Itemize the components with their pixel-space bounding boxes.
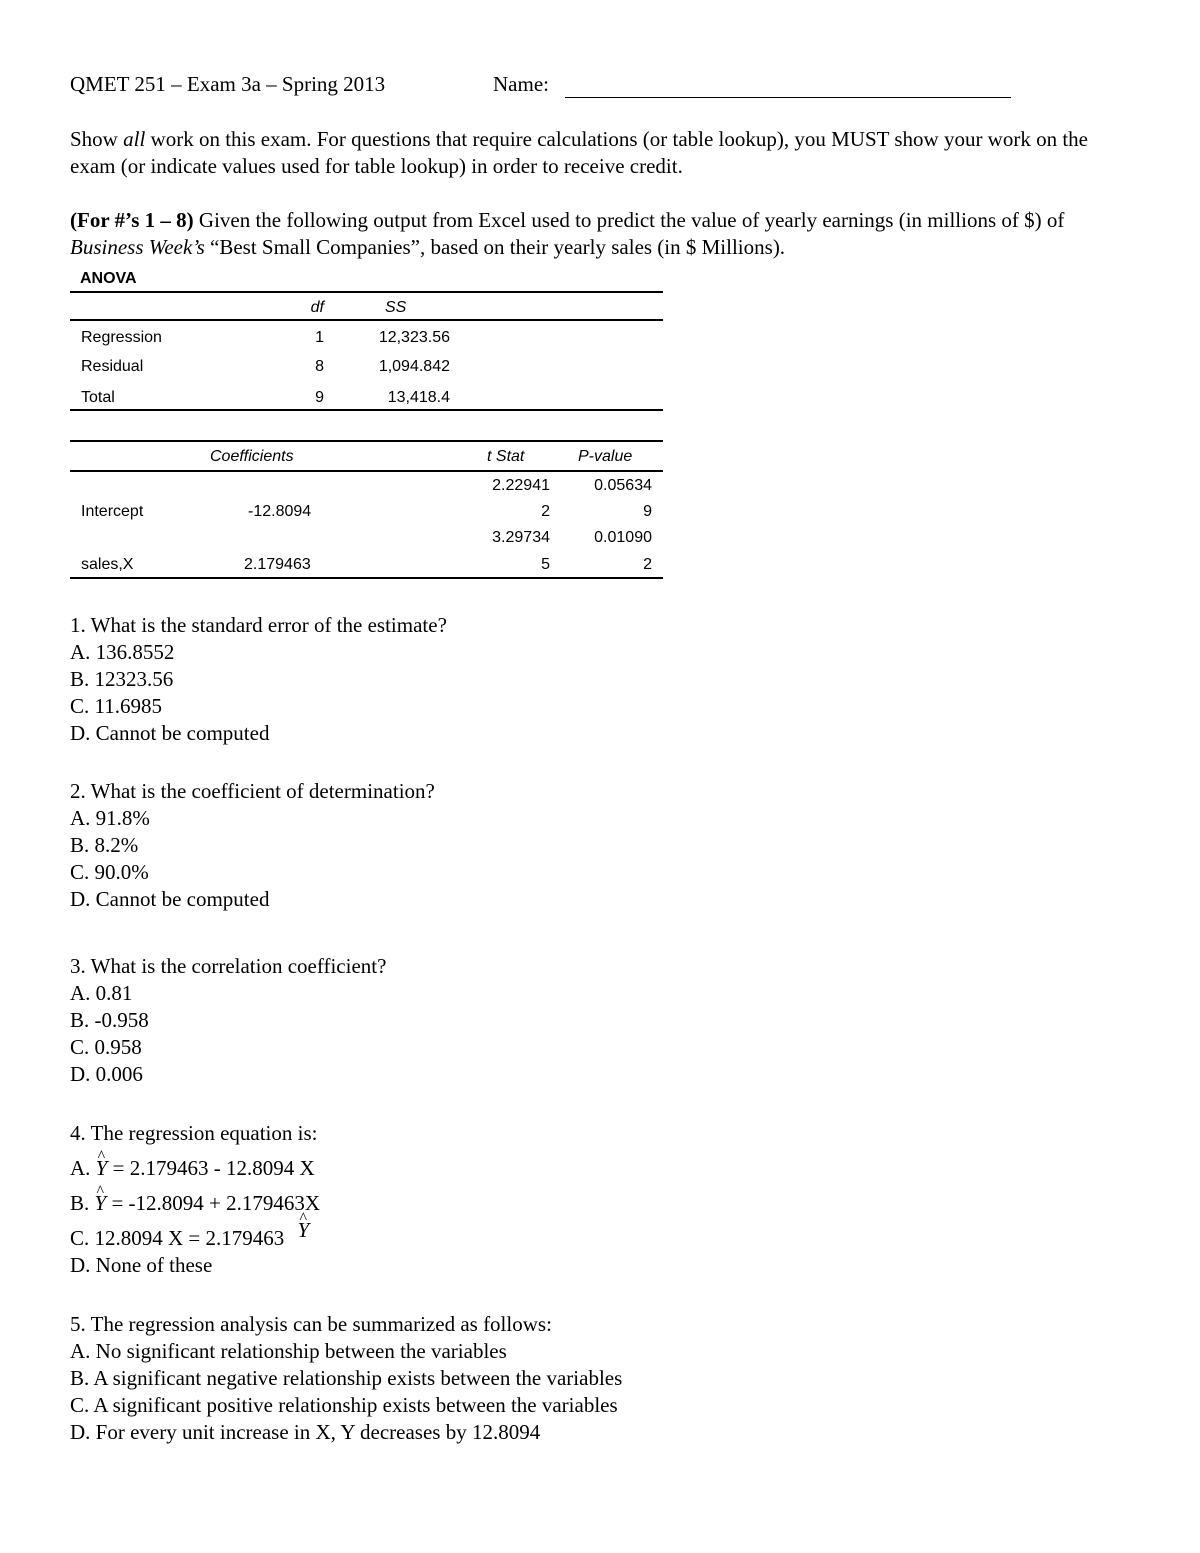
question-1 <box>70 612 447 747</box>
answer-option: B. -0.958 <box>70 1008 149 1032</box>
coef-col-pvalue: P-value <box>578 448 633 465</box>
coef-col-tstat: t Stat <box>487 448 525 465</box>
question-text: 3. What is the correlation coefficient? <box>70 954 387 978</box>
answer-option: C. 90.0% <box>70 860 149 884</box>
intro-text-2: “Best Small Companies”, based on their yearly sales (in $ Millions). <box>204 235 786 259</box>
intro-italic: Business Week’s <box>70 235 205 259</box>
anova-row-ss: 13,418.4 <box>387 389 450 406</box>
name-line <box>565 97 1011 98</box>
question-2 <box>70 778 435 913</box>
answer-option: B. 12323.56 <box>70 667 174 691</box>
coef-bottom-rule <box>70 577 663 579</box>
anova-title: ANOVA <box>80 270 137 287</box>
y-hat-symbol: ^ Y <box>95 1190 107 1217</box>
anova-row-label: Total <box>81 389 115 406</box>
coef-pvalue-line1: 0.05634 <box>594 477 652 494</box>
y-hat-symbol: ^ Y <box>96 1155 108 1182</box>
anova-row-ss: 12,323.56 <box>378 329 450 346</box>
anova-header-rule <box>70 319 663 321</box>
answer-option: A. No significant relationship between the variables <box>70 1339 507 1363</box>
coef-pvalue-line2: 9 <box>643 503 652 520</box>
anova-row-df: 8 <box>315 358 324 375</box>
anova-row-df: 9 <box>315 389 324 406</box>
instructions-text-1: Show <box>70 127 124 151</box>
intro-text-1: Given the following output from Excel used to predict the value of yearly earnings (in millions of $) of <box>193 208 1065 232</box>
anova-top-rule <box>70 291 663 293</box>
answer-option: C. A significant positive relationship exists between the variables <box>70 1393 618 1417</box>
answer-option: D. Cannot be computed <box>70 887 270 911</box>
answer-option: A. 0.81 <box>70 981 133 1005</box>
coef-col-coefficients: Coefficients <box>210 448 294 465</box>
answer-option: C. 11.6985 <box>70 694 162 718</box>
instructions-text-2: work on this exam. For questions that require calculations (or table lookup), you MUST show your work on the exam (or indicate values used for table lookup) in order to receive credit. <box>70 127 1088 178</box>
intro-range: (For #’s 1 – 8) <box>70 208 194 232</box>
option-letter: B. <box>70 1191 90 1215</box>
question-text: 5. The regression analysis can be summarized as follows: <box>70 1312 552 1336</box>
anova-bottom-rule <box>70 409 663 411</box>
anova-row-ss: 1,094.842 <box>378 358 450 375</box>
coef-row-label: Intercept <box>81 503 144 520</box>
coef-pvalue-line1: 0.01090 <box>594 529 652 546</box>
coef-tstat-line2: 5 <box>541 556 550 573</box>
instructions <box>70 126 1130 180</box>
answer-option: B. A significant negative relationship exists between the variables <box>70 1366 623 1390</box>
question-5 <box>70 1311 622 1446</box>
coef-tstat-line2: 2 <box>541 503 550 520</box>
coef-row-value: -12.8094 <box>248 503 312 520</box>
coef-row-label: sales,X <box>81 556 134 573</box>
exam-title: QMET 251 – Exam 3a – Spring 2013 <box>70 72 386 96</box>
coef-top-rule <box>70 440 663 442</box>
answer-option: A. 91.8% <box>70 806 150 830</box>
answer-option: A. 136.8552 <box>70 640 175 664</box>
answer-option: D. Cannot be computed <box>70 721 270 745</box>
answer-option <box>70 1218 320 1252</box>
question-text: 4. The regression equation is: <box>70 1121 318 1145</box>
coef-pvalue-line2: 2 <box>643 556 652 573</box>
name-label: Name: <box>493 72 549 96</box>
y-hat-symbol: ^ Y <box>298 1217 310 1244</box>
instructions-emphasis: all <box>123 127 146 151</box>
anova-row-label: Regression <box>81 329 162 346</box>
equation-text: = -12.8094 + 2.179463X <box>106 1191 321 1215</box>
answer-option: D. None of these <box>70 1253 213 1277</box>
coef-header-rule <box>70 470 663 472</box>
coef-row-value: 2.179463 <box>244 556 311 573</box>
answer-option: B. 8.2% <box>70 833 139 857</box>
answer-option: D. For every unit increase in X, Y decreases by 12.8094 <box>70 1420 541 1444</box>
question-text: 2. What is the coefficient of determination? <box>70 779 435 803</box>
intro-paragraph <box>70 207 1130 261</box>
answer-option: D. 0.006 <box>70 1062 143 1086</box>
question-4 <box>70 1120 320 1279</box>
anova-row-df: 1 <box>315 329 324 346</box>
anova-col-ss: SS <box>385 299 407 316</box>
answer-option: C. 0.958 <box>70 1035 142 1059</box>
coef-tstat-line1: 2.22941 <box>492 477 550 494</box>
coef-tstat-line1: 3.29734 <box>492 529 550 546</box>
option-text: C. 12.8094 X = 2.179463 <box>70 1226 285 1250</box>
answer-option <box>70 1190 320 1217</box>
anova-col-df: df <box>310 299 324 316</box>
option-letter: A. <box>70 1156 91 1180</box>
question-3 <box>70 953 386 1088</box>
anova-row-label: Residual <box>81 358 144 375</box>
answer-option <box>70 1155 320 1182</box>
question-text: 1. What is the standard error of the estimate? <box>70 613 447 637</box>
equation-text: = 2.179463 - 12.8094 X <box>107 1156 315 1180</box>
